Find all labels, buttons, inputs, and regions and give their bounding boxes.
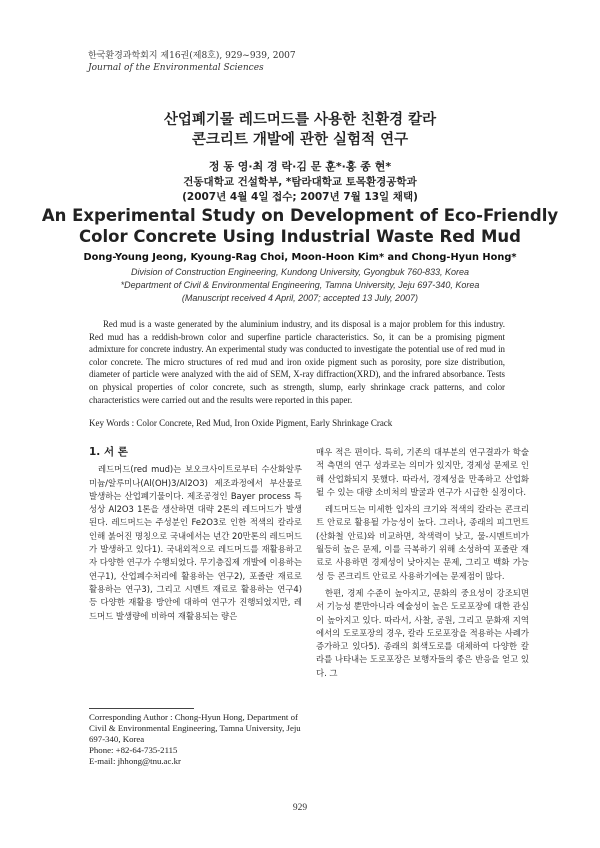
paragraph: 레드머드는 미세한 입자의 크기와 적색의 칼라는 콘크리트 안료로 활용될 가능성이 높다. 그러나, 종래의 피그먼트(산화철 안료)와 비교하면, 착색력이 낮고, 물-시멘트비가 월등히 높은 문제, 이를 극복하기 위해 소성하여 포졸란 재료로 사용하면 경제성이 낮아지는 문제, 그리고 백화 가능성 등 콘크리트 안료로 사용하기에는 문제점이 많다. [316, 504, 529, 581]
section-heading: 1. 서 론 [89, 446, 128, 458]
keywords: Key Words : Color Concrete, Red Mud, Iron Oxide Pigment, Early Shrinkage Crack [89, 418, 393, 428]
right-column [316, 446, 529, 684]
manuscript-dates: (Manuscript received 4 April, 2007; accepted 13 July, 2007) [181, 293, 419, 303]
korean-title-line1: 산업폐기물 레드머드를 사용한 친환경 칼라 [163, 112, 437, 128]
corresponding-author: Corresponding Author : Chong-Hyun Hong, Department of Civil & Environmental Engineering, Tamna University, Jeju 697-340, Korea [89, 712, 301, 744]
english-affiliation-1: Division of Construction Engineering, Kundong University, Gyongbuk 760-833, Korea [130, 267, 470, 277]
corresponding-email: E-mail: jhhong@tnu.ac.kr [89, 756, 181, 766]
abstract [89, 318, 505, 406]
journal-name: Journal of the Environmental Sciences [88, 63, 264, 73]
corresponding-author-note [89, 712, 302, 767]
paragraph: 레드머드(red mud)는 보오크사이트로부터 수산화알루미늄/알루미나(Al(OH)3/Al2O3) 제조과정에서 부산물로 발생하는 산업폐기물이다. 제조공정인 Bayer process 특성상 Al2O3 1톤을 생산하면 대략 2톤의 레드머드가 발생된다. 레드머드는 주성분인 Fe2O3로 인한 적색의 칼라로 인해 붉어진 명칭으로 국내에서는 년간 20만톤의 레드머드가 발생하고 있다1). 국내외적으로 레드머드를 재활용하고자 다양한 연구가 수행되었다. 무기층집제 개발에 이용하는 연구1), 산업폐수처리에 활용하는 연구2), 포졸란 재료로 활용하는 연구3), 그리고 시멘트 재료로 활용하는 연구4) 등 다양한 재활용 방안에 대하여 연구가 진행되었지만, 레드머드 발생량에 비하여 재활용되는 량은 [89, 464, 302, 621]
journal-header [88, 50, 296, 74]
footnote-divider [89, 708, 194, 709]
page-number: 929 [292, 803, 308, 813]
english-title-line2: Color Concrete Using Industrial Waste Red Mud [79, 227, 521, 246]
korean-dates: (2007년 4월 4일 접수; 2007년 7월 13일 채택) [182, 191, 418, 203]
english-affiliation-2: *Department of Civil & Environmental Engineering, Tamna University, Jeju 697-340, Korea [120, 280, 480, 290]
english-title-line1: An Experimental Study on Development of Eco-Friendly [41, 206, 559, 225]
corresponding-phone: Phone: +82-64-735-2115 [89, 745, 178, 755]
abstract-text: Red mud is a waste generated by the aluminium industry, and its disposal is a major problem for this industry. Red mud has a reddish-brown color and superfine particle characteristics. So, it can be a promising pigment admixture for concrete industry. An experimental study was conducted to investigate the potential use of red mud in color concrete. The micro structures of red mud and iron oxide pigment such as porosity, pore size distribution, diameter of particle were analyzed with the aid of SEM, X-ray diffraction(XRD), and the infrared absorbance. Tests on physical properties of color concrete, such as strength, slump, early shrinkage crack patterns, and color characteristics were carried out and the results were reported in this paper. [89, 319, 505, 405]
paragraph: 매우 적은 편이다. 특히, 기존의 대부분의 연구결과가 학술적 측면의 연구 성과로는 의미가 있지만, 경제성 문제로 인해 산업화되지 못했다. 따라서, 경제성을 만족하고 산업화 될 수 있는 대량 소비처의 발굴과 연구가 시급한 실정이다. [316, 447, 529, 497]
paragraph: 한편, 경제 수준이 높아지고, 문화의 중요성이 강조되면서 기능성 뿐만아니라 예술성이 높은 도로포장에 대한 관심이 높아지고 있다. 따라서, 사찰, 공원, 그리고 문화재 지역에서의 도로포장의 경우, 칼라 도로포장을 적용하는 사례가 증가하고 있다5). 종래의 회색도로를 대체하여 다양한 칼라를 나타내는 도로포장은 보행자들의 좋은 반응을 얻고 있다. 그 [316, 587, 529, 678]
korean-title-line2: 콘크리트 개발에 관한 실험적 연구 [191, 132, 409, 148]
journal-citation: 한국환경과학회지 제16권(제8호), 929~939, 2007 [88, 51, 296, 61]
korean-affiliation: 건동대학교 건설학부, *탐라대학교 토목환경공학과 [183, 176, 417, 188]
korean-authors: 정 동 영·최 경 락·김 문 훈*·홍 종 현* [208, 160, 392, 173]
left-column [89, 446, 302, 627]
english-authors: Dong-Young Jeong, Kyoung-Rag Choi, Moon-Hoon Kim* and Chong-Hyun Hong* [83, 252, 517, 263]
